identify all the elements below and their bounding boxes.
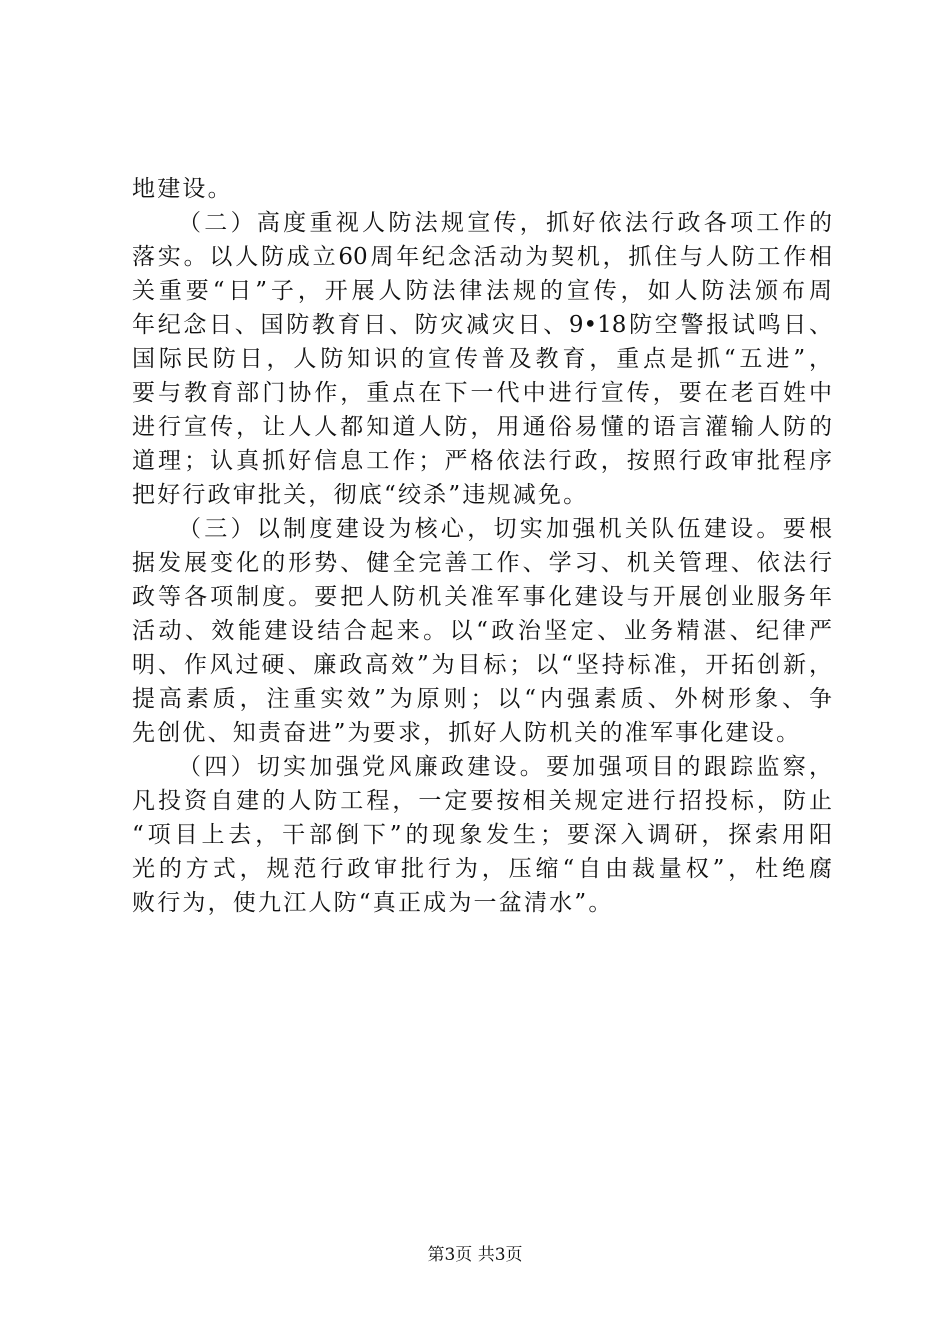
text-line: （三）以制度建设为核心，切实加强机关队伍建设。要根 bbox=[178, 516, 832, 542]
text-line: 进行宣传，让人人都知道人防，用通俗易懂的语言灌输人防的 bbox=[132, 414, 832, 440]
text-line: 要与教育部门协作，重点在下一代中进行宣传，要在老百姓中 bbox=[132, 380, 832, 406]
text-line: 国际民防日，人防知识的宣传普及教育，重点是抓“五进”， bbox=[132, 346, 832, 372]
document-body bbox=[132, 172, 832, 920]
text-line: “项目上去，干部倒下”的现象发生；要深入调研，探索用阳 bbox=[132, 822, 832, 848]
text-line: 年纪念日、国防教育日、防灾减灾日、9•18防空警报试鸣日、 bbox=[132, 312, 832, 338]
text-line: 据发展变化的形势、健全完善工作、学习、机关管理、依法行 bbox=[132, 550, 832, 576]
text-line: 地建设。 bbox=[132, 176, 233, 202]
text-line: 光的方式，规范行政审批行为，压缩“自由裁量权”，杜绝腐 bbox=[132, 856, 832, 882]
text-line: 凡投资自建的人防工程，一定要按相关规定进行招投标，防止 bbox=[132, 788, 832, 814]
text-line: 道理；认真抓好信息工作；严格依法行政，按照行政审批程序 bbox=[132, 448, 832, 474]
text-line: 关重要“日”子，开展人防法律法规的宣传，如人防法颁布周 bbox=[132, 278, 832, 304]
text-line: 活动、效能建设结合起来。以“政治坚定、业务精湛、纪律严 bbox=[132, 618, 832, 644]
text-line: 提高素质，注重实效”为原则；以“内强素质、外树形象、争 bbox=[132, 686, 832, 712]
text-line: （四）切实加强党风廉政建设。要加强项目的跟踪监察， bbox=[178, 754, 832, 780]
text-line: 落实。以人防成立60周年纪念活动为契机，抓住与人防工作相 bbox=[132, 244, 832, 270]
text-line: 败行为，使九江人防“真正成为一盆清水”。 bbox=[132, 890, 614, 916]
text-line: （二）高度重视人防法规宣传，抓好依法行政各项工作的 bbox=[178, 210, 832, 236]
page-number-footer: 第3页 共3页 bbox=[427, 1245, 523, 1265]
text-line: 先创优、知责奋进”为要求，抓好人防机关的准军事化建设。 bbox=[132, 720, 802, 746]
text-line: 明、作风过硬、廉政高效”为目标；以“坚持标准，开拓创新， bbox=[132, 652, 832, 678]
text-line: 把好行政审批关，彻底“绞杀”违规减免。 bbox=[132, 482, 589, 508]
text-line: 政等各项制度。要把人防机关准军事化建设与开展创业服务年 bbox=[132, 584, 832, 610]
